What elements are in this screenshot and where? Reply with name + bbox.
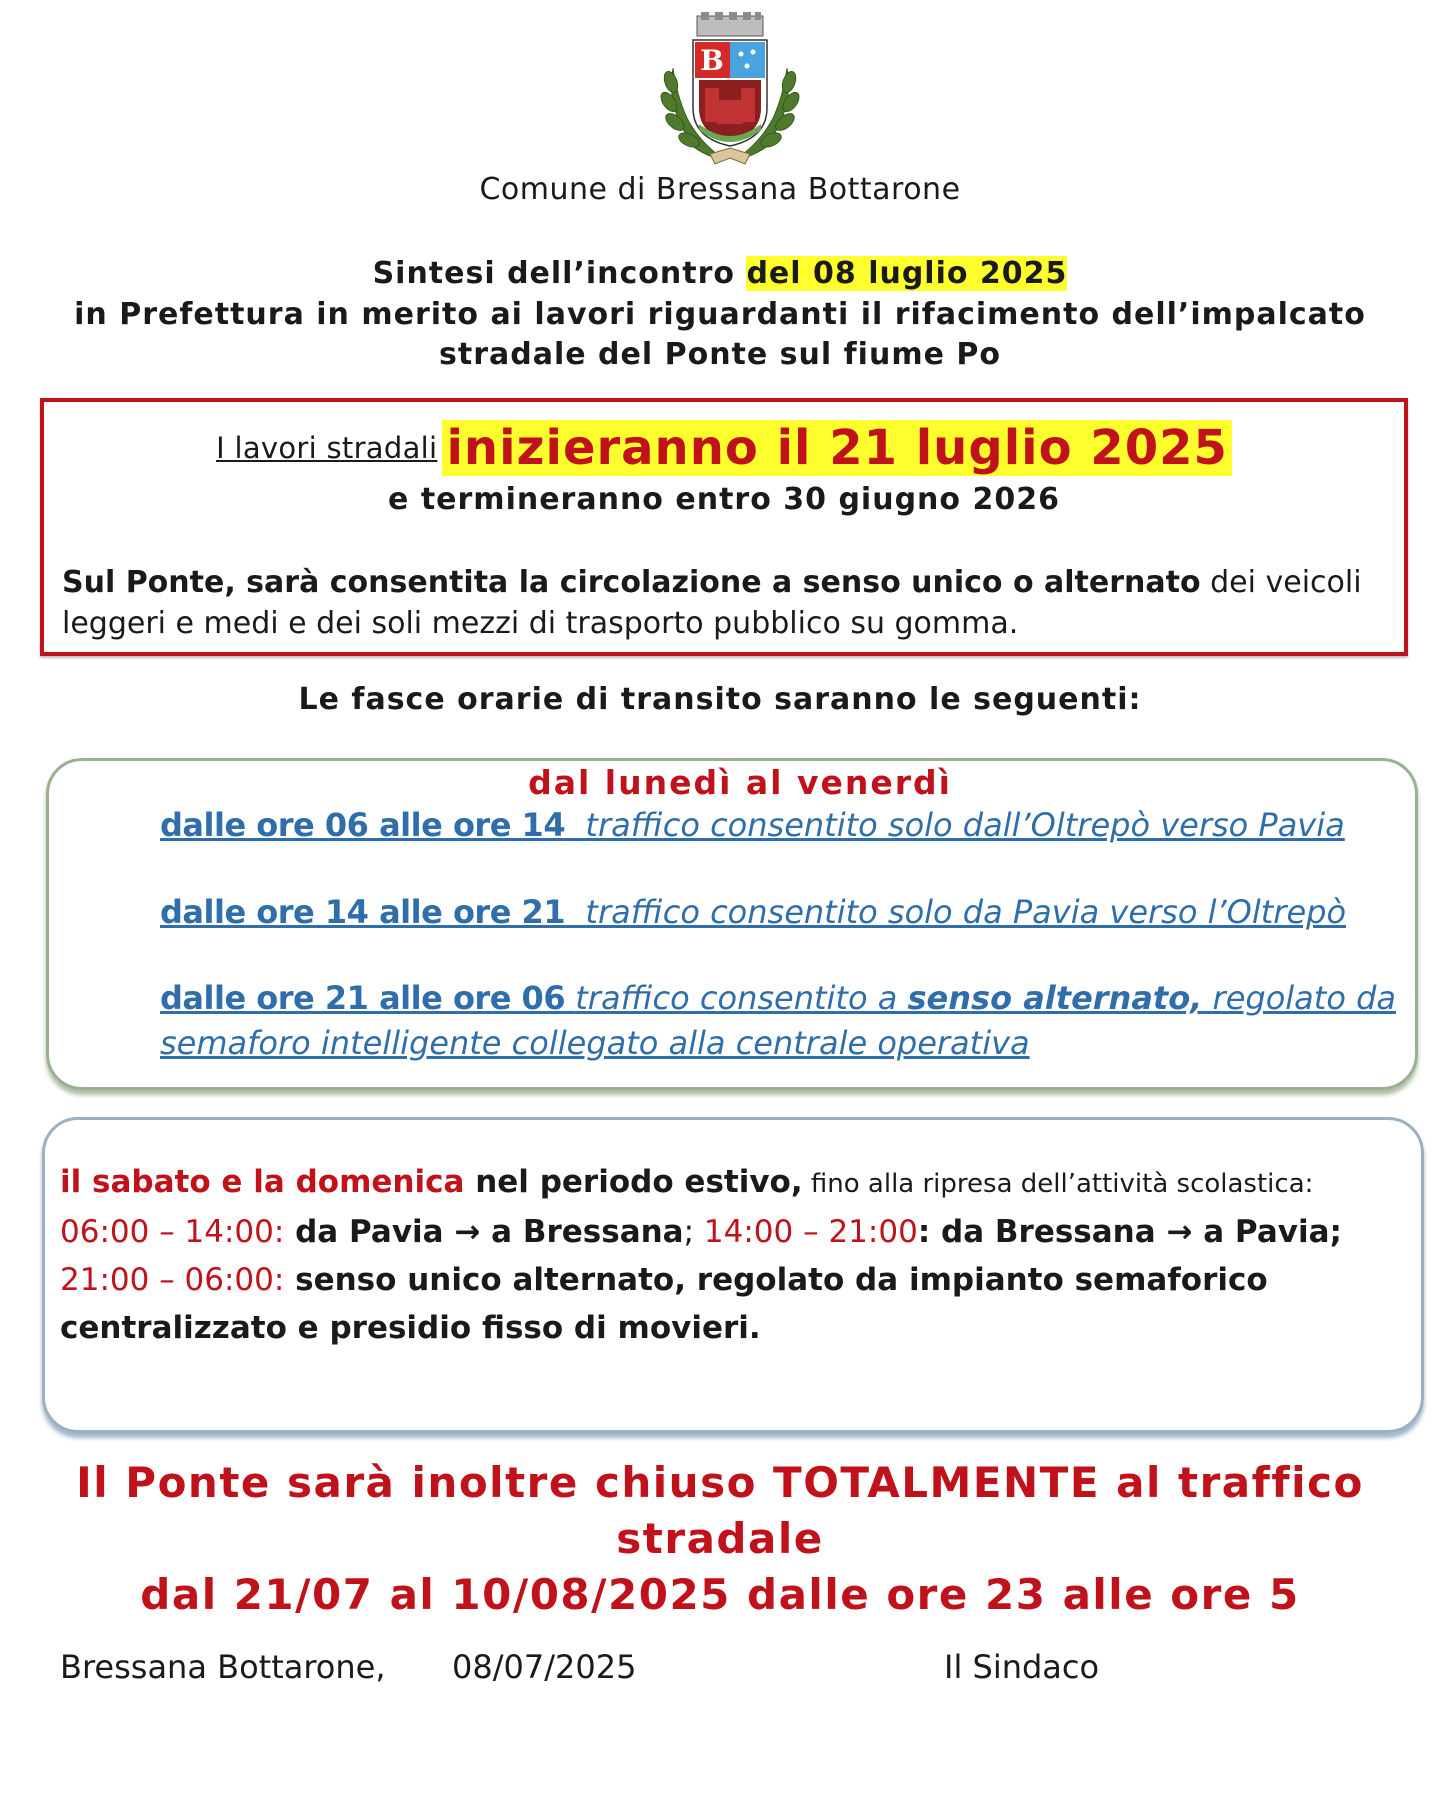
crest-letter: B xyxy=(700,44,724,77)
weekend-heading-red: il sabato e la domenica xyxy=(60,1164,465,1200)
weekend-heading-bold: nel periodo estivo, xyxy=(464,1164,803,1200)
weekday-slot-2 xyxy=(160,893,1410,931)
circulation-rest: dei veicoli leggeri e medi e dei soli mezzi di trasporto pubblico su gomma. xyxy=(62,565,1362,641)
weekend-heading-note: fino alla ripresa dell’attività scolastica: xyxy=(802,1169,1314,1199)
schedule-intro: Le fasce orarie di transito saranno le seguenti: xyxy=(298,682,1142,717)
circulation-bold: Sul Ponte, sarà consentita la circolazione a senso unico o alternato xyxy=(62,565,1201,600)
works-notice-box xyxy=(40,398,1408,656)
works-start-date: inizieranno il 21 luglio 2025 xyxy=(442,420,1231,476)
weekend-schedule xyxy=(60,1158,1410,1352)
slot-hours: dalle ore 14 alle ore 21 xyxy=(160,893,566,931)
slot-description-bold: senso alternato, xyxy=(907,979,1203,1017)
slot-description-suffix: regolato da semaforo intelligente collegato alla centrale operativa xyxy=(160,979,1396,1062)
municipality-name: Comune di Bressana Bottarone xyxy=(479,172,961,207)
slot-description: traffico consentito solo da Pavia verso l’Oltrepò xyxy=(585,893,1347,931)
slot-description: traffico consentito solo dall’Oltrepò verso Pavia xyxy=(585,806,1345,844)
footer-signature: Il Sindaco xyxy=(944,1648,1100,1686)
intro-meeting-date: del 08 luglio 2025 xyxy=(746,256,1068,291)
works-end-date: e termineranno entro 30 giugno 2026 xyxy=(388,482,1060,517)
weekday-heading: dal lunedì al venerdì xyxy=(528,763,952,802)
bridge-closure-notice xyxy=(0,1455,1440,1623)
weekend-slot-1-time: 06:00 – 14:00: xyxy=(60,1214,285,1250)
intro-line-3: stradale del Ponte sul fiume Po xyxy=(439,337,1001,372)
works-start-line xyxy=(44,420,1404,476)
weekend-separator: ; xyxy=(683,1214,695,1250)
weekend-slot-3-text: senso unico alternato, regolato da impianto semaforico centralizzato e presidio fisso di movieri. xyxy=(60,1262,1268,1346)
slot-hours: dalle ore 21 alle ore 06 xyxy=(160,979,566,1017)
footer-place: Bressana Bottarone, xyxy=(60,1648,386,1686)
circulation-info xyxy=(62,562,1402,644)
weekend-slot-3-time: 21:00 – 06:00: xyxy=(60,1262,285,1298)
weekend-slot-1-text: da Pavia → a Bressana xyxy=(284,1214,684,1250)
slot-description-prefix: traffico consentito a xyxy=(575,979,908,1017)
slot-hours: dalle ore 06 alle ore 14 xyxy=(160,806,566,844)
intro-line-2: in Prefettura in merito ai lavori riguardanti il rifacimento dell’impalcato xyxy=(74,297,1366,332)
closure-line-1: Il Ponte sarà inoltre chiuso TOTALMENTE al traffico stradale xyxy=(76,1458,1364,1563)
intro-line-1 xyxy=(0,256,1440,291)
weekday-slot-1 xyxy=(160,806,1410,844)
closure-line-2: dal 21/07 al 10/08/2025 dalle ore 23 alle ore 5 xyxy=(140,1570,1300,1619)
weekend-slot-2-text: : da Bressana → a Pavia; xyxy=(917,1214,1342,1250)
weekday-slot-3 xyxy=(160,976,1410,1066)
municipal-crest-logo xyxy=(655,8,805,168)
weekend-slot-2-time: 14:00 – 21:00 xyxy=(694,1214,918,1250)
intro-prefix: Sintesi dell’incontro xyxy=(372,256,747,291)
footer-date: 08/07/2025 xyxy=(452,1648,637,1686)
works-label: I lavori stradali xyxy=(216,431,438,465)
